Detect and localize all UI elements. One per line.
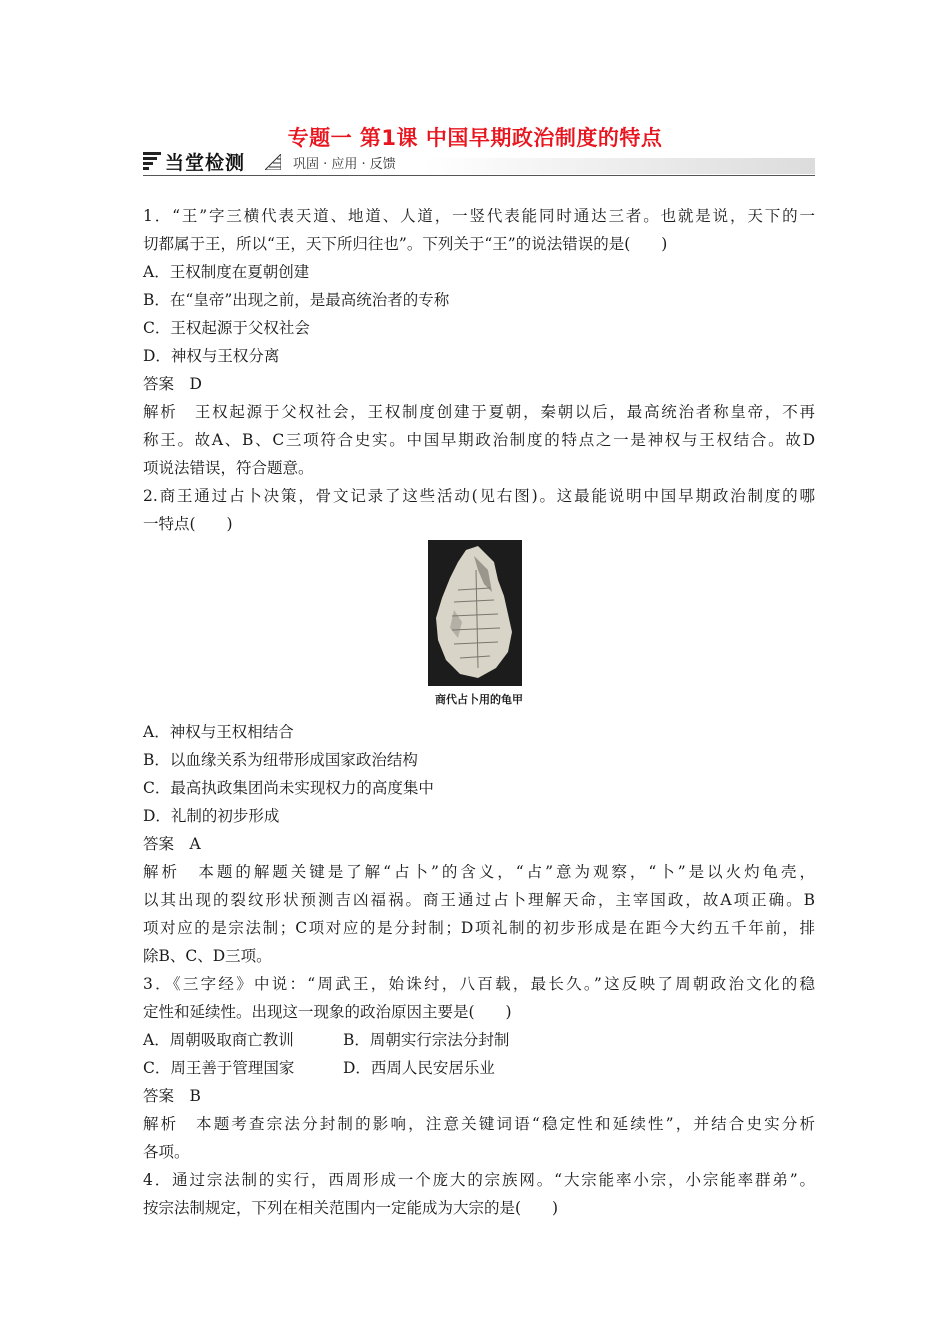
option-row — [143, 1054, 815, 1082]
question-stem-line: 一特点( ) — [143, 515, 233, 533]
option-row — [143, 1026, 815, 1054]
question-stem-line: 4．通过宗法制的实行，西周形成一个庞大的宗族网。“大宗能率小宗，小宗能率群弟”。 — [143, 1171, 815, 1189]
oracle-bone-image — [428, 540, 522, 686]
banner-rule — [143, 175, 815, 176]
figure — [143, 538, 815, 718]
analysis-line: 项说法错误，符合题意。 — [143, 459, 314, 477]
question-stem-line: 2.商王通过占卜决策，骨文记录了这些活动(见右图)。这最能说明中国早期政治制度的哪 — [143, 487, 815, 505]
option-b: B．在“皇帝”出现之前，是最高统治者的专称 — [143, 291, 450, 309]
option-c: C．最高执政集团尚未实现权力的高度集中 — [143, 779, 434, 797]
figure-caption: 商代占卜用的龟甲 — [435, 693, 523, 706]
triangle-lines-icon — [265, 154, 281, 170]
analysis-line: 除B、C、D三项。 — [143, 947, 272, 965]
analysis-line: 以其出现的裂纹形状预测吉凶福祸。商王通过占卜理解天命，主宰国政，故A项正确。B — [143, 891, 815, 909]
question-stem-line: 1．“王”字三横代表天道、地道、人道，一竖代表能同时通达三者。也就是说，天下的一 — [143, 207, 815, 225]
option-a: A．神权与王权相结合 — [143, 723, 294, 741]
answer: 答案 B — [143, 1087, 201, 1105]
banner-label: 当堂检测 — [165, 152, 246, 174]
option-c: C．王权起源于父权社会 — [143, 319, 310, 337]
analysis-line: 项对应的是宗法制；C项对应的是分封制；D项礼制的初步形成是在距今大约五千年前，排 — [143, 919, 815, 937]
answer: 答案 D — [143, 375, 202, 393]
question-3 — [143, 970, 815, 1166]
analysis-line: 称王。故A、B、C三项符合史实。中国早期政治制度的特点之一是神权与王权结合。故D — [143, 431, 815, 449]
question-stem-line: 切都属于王，所以“王，天下所归往也”。下列关于“王”的说法错误的是( ) — [143, 235, 668, 253]
question-stem-line: 3．《三字经》中说：“周武王，始诛纣，八百载，最长久。”这反映了周朝政治文化的稳 — [143, 975, 815, 993]
section-banner — [143, 148, 815, 176]
option-d: D．礼制的初步形成 — [143, 807, 280, 825]
option-d: D．神权与王权分离 — [143, 347, 280, 365]
banner-subtitle: 巩固 · 应用 · 反馈 — [293, 157, 396, 172]
question-1 — [143, 202, 815, 482]
question-stem-line: 定性和延续性。出现这一现象的政治原因主要是( ) — [143, 1003, 512, 1021]
answer: 答案 A — [143, 835, 201, 853]
option-a: A．周朝吸取商亡教训 — [143, 1031, 294, 1049]
analysis-line: 解析 王权起源于父权社会，王权制度创建于夏朝，秦朝以后，最高统治者称皇帝，不再 — [143, 403, 815, 421]
analysis-line: 解析 本题的解题关键是了解“占卜”的含义，“占”意为观察，“卜”是以火灼龟壳， — [143, 863, 815, 881]
page-title: 专题一 第1课 中国早期政治制度的特点 — [287, 126, 663, 150]
question-list — [143, 202, 815, 1222]
analysis-line: 各项。 — [143, 1143, 190, 1161]
stripes-icon — [143, 152, 161, 170]
option-a: A．王权制度在夏朝创建 — [143, 263, 310, 281]
question-2 — [143, 482, 815, 970]
question-4 — [143, 1166, 815, 1222]
option-c: C．周王善于管理国家 — [143, 1059, 295, 1077]
option-d: D．西周人民安居乐业 — [343, 1059, 495, 1077]
banner-shade — [423, 158, 815, 174]
question-stem-line: 按宗法制规定，下列在相关范围内一定能成为大宗的是( ) — [143, 1199, 559, 1217]
option-b: B．以血缘关系为纽带形成国家政治结构 — [143, 751, 418, 769]
option-b: B．周朝实行宗法分封制 — [343, 1031, 510, 1049]
analysis-line: 解析 本题考查宗法分封制的影响，注意关键词语“稳定性和延续性”，并结合史实分析 — [143, 1115, 815, 1133]
